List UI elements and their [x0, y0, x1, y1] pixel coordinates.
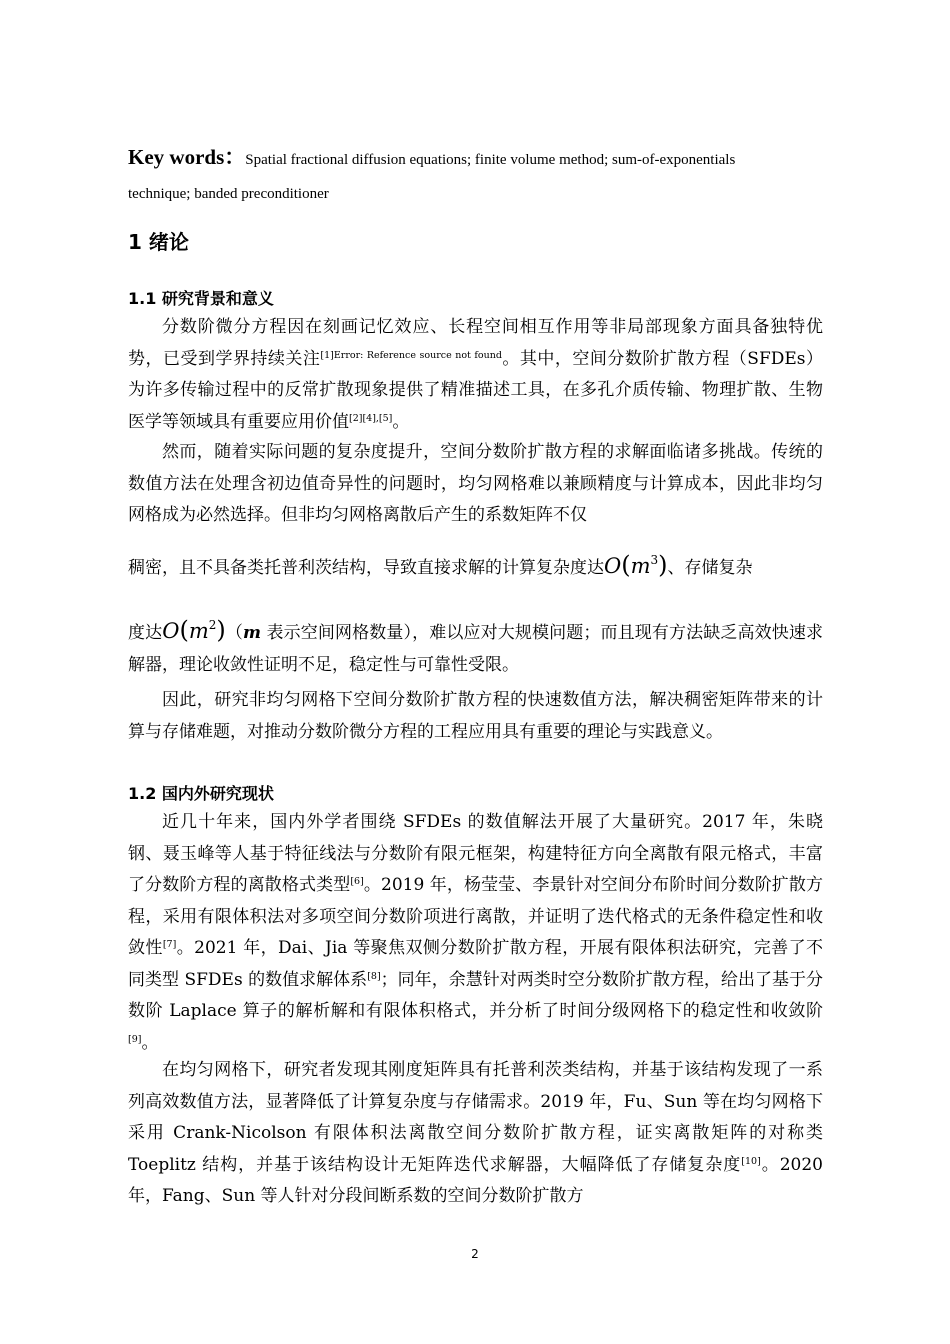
- text-run: 表示空间网格数量），难以应对大规模问题；而且现有方法缺乏高效快速求解器，理论收敛性证明不足，稳定性与可靠性受限。: [128, 623, 824, 675]
- paragraph-2-line-with-math-1: [128, 550, 823, 585]
- text-run: 然而，随着实际问题的复杂度提升，空间分数阶扩散方程的求解面临诸多挑战。传统的数值方法在处理含初边值奇异性的问题时，均匀网格难以兼顾精度与计算成本，因此非均匀网格成为必然选择。但非均匀网格离散后产生的系数矩阵不仅: [128, 442, 823, 525]
- section-1-1-heading: 1.1 研究背景和意义: [128, 289, 274, 308]
- math-variable: m: [630, 554, 651, 578]
- complexity-formula-2: $O(m^2)$: [162, 616, 226, 644]
- text-run: 分数阶微分方程因在刻画记忆效应、长程空间相互作用等非局部现象方面具备独特优势，已受到学界持续关注: [128, 317, 823, 369]
- section-1-2-heading: 1.2 国内外研究现状: [128, 784, 274, 803]
- text-run: 、存储复杂: [667, 558, 753, 578]
- citation: [6]: [350, 876, 364, 887]
- text-run: （: [225, 623, 244, 643]
- text-run: 。2021 年，Dai、Jia 等聚焦双侧分数阶扩散方程，开展有限体积法研究，完善了不同类型 SFDEs 的数值求解体系: [128, 938, 823, 990]
- section-1-2-paragraph-1: [128, 807, 823, 1059]
- text-run: 。2020 年，Fang、Sun 等人针对分段间断系数的空间分数阶扩散方: [128, 1154, 823, 1206]
- citation: [9]: [128, 1033, 142, 1045]
- math-variable: m: [188, 619, 209, 643]
- citation: [10]: [741, 1155, 761, 1167]
- keywords-line-2: technique; banded preconditioner: [128, 186, 329, 202]
- text-run: 在均匀网格下，研究者发现其刚度矩阵具有托普利茨类结构，并基于该结构发现了一系列高效数值方法，显著降低了计算复杂度与存储需求。2019 年，Fu、Sun 等在均匀网格下采用 Crank-Nicolson 有限体积法离散空间分数阶扩散方程，证实离散矩阵的对称类 Toeplitz 结构，并基于该结构设计无矩阵迭代求解器，大幅降低了存储复杂度: [128, 1060, 823, 1175]
- text-run: 度达: [128, 623, 163, 643]
- text-run: ；同年，余慧针对两类时空分数阶扩散方程，给出了基于分数阶 Laplace 算子的解析解和有限体积格式，并分析了时间分级网格下的稳定性和收敛阶: [128, 969, 824, 1021]
- page-number: 2: [471, 1247, 479, 1261]
- complexity-formula-1: $O(m^3)$: [604, 551, 668, 579]
- text-run: 。: [141, 1032, 159, 1053]
- math-exponent: 2: [208, 618, 217, 632]
- text-run: 。2019 年，杨莹莹、李景针对空间分布阶时间分数阶扩散方程，采用有限体积法对多项空间分数阶项进行离散，并证明了迭代格式的无条件稳定性和收敛性: [128, 875, 824, 958]
- paragraph-2-tail: [128, 615, 823, 681]
- math-variable: m: [243, 623, 262, 643]
- text-run: 。: [392, 411, 410, 432]
- text-run: 近几十年来，国内外学者围绕 SFDEs 的数值解法开展了大量研究。2017 年，朱晓钢、聂玉峰等人基于特征线法与分数阶有限元框架，构建特征方向全离散有限元格式，丰富了分数阶方程的离散格式类型: [128, 812, 823, 895]
- section-1-2-paragraph-2: [128, 1055, 823, 1213]
- keywords-label: Key words：: [128, 145, 246, 169]
- keywords-line-1: Spatial fractional diffusion equations; finite volume method; sum-of-exponentials: [245, 152, 736, 168]
- citation: [1]Error: Reference source not found: [320, 349, 502, 361]
- section-1-1-paragraph-3: 因此，研究非均匀网格下空间分数阶扩散方程的快速数值方法，解决稠密矩阵带来的计算与存储难题，对推动分数阶微分方程的工程应用具有重要的理论与实践意义。: [128, 690, 823, 742]
- big-o-symbol: O: [162, 619, 180, 643]
- citation: [8]: [367, 970, 381, 982]
- text-run: 稠密，且不具备类托普利茨结构，导致直接求解的计算复杂度达: [128, 558, 604, 578]
- text-run: 。其中，空间分数阶扩散方程（SFDEs）为许多传输过程中的反常扩散现象提供了精准描述工具，在多孔介质传输、物理扩散、生物医学等领域具有重要应用价值: [128, 348, 823, 432]
- keywords-block: [128, 140, 828, 211]
- math-exponent: 3: [650, 553, 659, 567]
- section-1-1-paragraph-1: [128, 312, 823, 438]
- citation: [2][4],[5]: [349, 412, 393, 424]
- section-1-heading: 1 绪论: [128, 230, 189, 254]
- section-1-1-paragraph-2: [128, 437, 823, 532]
- citation: [7]: [162, 939, 177, 950]
- big-o-symbol: O: [604, 554, 622, 578]
